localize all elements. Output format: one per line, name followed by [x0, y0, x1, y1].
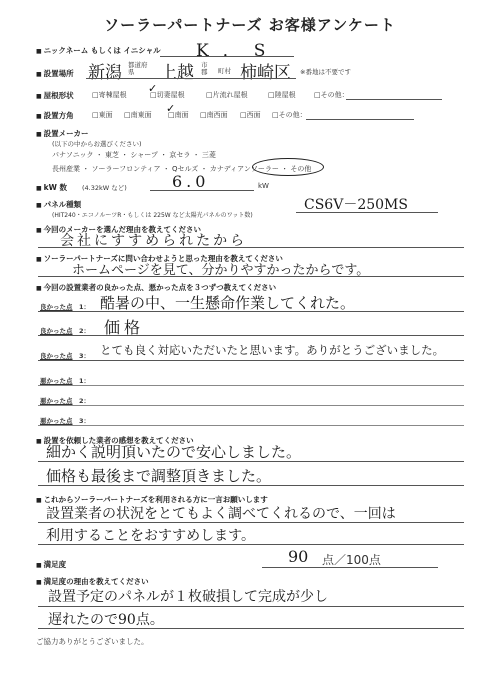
panel-value: CS6V－250MS — [304, 197, 408, 213]
impression-answer-1: 細かく説明頂いたので安心しました。 — [46, 443, 302, 461]
direction-option-south[interactable]: □南面 — [168, 111, 189, 119]
nickname-value: K．S — [196, 41, 280, 61]
location-prefecture: 新潟 — [88, 63, 122, 83]
direction-other-underline — [306, 119, 414, 120]
roof-option-yosemune[interactable]: □寄棟屋根 — [92, 91, 127, 99]
good-num-3: 3： — [79, 352, 91, 360]
good-line-2 — [38, 335, 464, 336]
reason-answer: 会社にすすめられたから — [60, 233, 248, 249]
message-answer-2: 利用することをおすすめします。 — [46, 528, 256, 544]
page-title: ソーラーパートナーズ お客様アンケート — [104, 16, 396, 34]
maker-selected-circle — [252, 158, 324, 176]
location-city: 上越 — [160, 63, 194, 83]
good-line-1 — [38, 311, 464, 312]
bad-num-1: 1： — [79, 377, 91, 385]
good-num-2: 2： — [79, 327, 91, 335]
bad-line-3 — [38, 425, 464, 426]
good-answer-2: 価格 — [104, 318, 145, 337]
nickname-underline — [160, 56, 294, 57]
good-label-1: 良かった点 — [40, 303, 73, 311]
roof-check-mark: ✓ — [148, 82, 158, 95]
direction-option-west[interactable]: □西面 — [240, 111, 261, 119]
message-label: ■ これからソーラーパートナーズを利用される方に一言お願いします — [36, 494, 268, 505]
kw-label: ■ kW 数 — [36, 182, 67, 193]
location-district: 柿崎区 — [240, 63, 291, 83]
satisfaction-underline — [262, 567, 438, 568]
satisfaction-score: 90 — [288, 547, 309, 566]
location-town-unit: 町村 — [218, 67, 231, 75]
reason-label: ■ 今回のメーカーを選んだ理由を教えてください — [36, 224, 201, 235]
message-answer-1: 設置業者の状況をとてもよく調べてくれるので、一回は — [46, 506, 396, 522]
inquiry-line — [38, 276, 464, 277]
kw-value: 6.0 — [172, 172, 210, 191]
inquiry-answer: ホームページを見て、分かりやすかったからです。 — [72, 263, 370, 278]
message-line-1 — [38, 522, 464, 523]
good-num-1: 1： — [79, 303, 91, 311]
good-answer-3: とても良く対応いただいたと思います。ありがとうございました。 — [100, 343, 445, 357]
location-city-unit: 市郡 — [201, 61, 208, 76]
impression-line-1 — [38, 461, 464, 462]
panel-hint: (HIT240・エコノルーツR・もしくは 225W など太陽光パネルのワット数) — [52, 212, 253, 219]
direction-option-other[interactable]: □その他： — [272, 111, 307, 119]
location-label: ■ 設置場所 — [36, 68, 74, 79]
location-note: ※番地は不要です — [300, 68, 351, 76]
direction-label: ■ 設置方角 — [36, 110, 74, 121]
roof-option-katanagare[interactable]: □片流れ屋根 — [206, 91, 248, 99]
maker-row-2: 長州産業 ・ ソーラーフロンティア ・ Qセルズ ・ カナディアンソーラー ・ その他 — [52, 165, 312, 173]
direction-option-east[interactable]: □東面 — [92, 111, 113, 119]
kw-hint: (4.32kW など) — [82, 184, 127, 192]
good-label-3: 良かった点 — [40, 352, 73, 360]
good-bad-label: ■ 今回の設置業者の良かった点、悪かった点を３つずつ教えてください — [36, 282, 276, 293]
satisfaction-label: ■ 満足度 — [36, 559, 66, 570]
roof-label: ■ 屋根形状 — [36, 90, 74, 101]
good-line-3 — [38, 360, 464, 361]
location-pref-unit: 都道府県 — [128, 61, 148, 76]
sat-reason-label: ■ 満足度の理由を教えてください — [36, 576, 149, 587]
kw-underline — [150, 190, 254, 191]
reason-line — [38, 247, 464, 248]
good-answer-1: 酷暑の中、一生懸命作業してくれた。 — [100, 294, 356, 312]
message-line-2 — [38, 544, 464, 545]
bad-label-3: 悪かった点 — [40, 417, 73, 425]
nickname-label: ■ ニックネーム もしくは イニシャル — [36, 45, 161, 56]
bad-num-2: 2： — [79, 397, 91, 405]
panel-underline — [296, 212, 438, 213]
roof-other-underline — [346, 99, 442, 100]
direction-check-mark: ✓ — [166, 102, 176, 115]
impression-line-2 — [38, 485, 464, 486]
maker-label: ■ 設置メーカー — [36, 128, 89, 139]
thanks-text: ご協力ありがとうございました。 — [36, 637, 149, 646]
sat-reason-line-2 — [38, 628, 464, 629]
direction-option-southwest[interactable]: □南西面 — [200, 111, 228, 119]
inquiry-label: ■ ソーラーパートナーズに問い合わせようと思った理由を教えてください — [36, 253, 283, 264]
sat-reason-line-1 — [38, 606, 464, 607]
kw-unit: kW — [258, 182, 269, 190]
location-underline — [86, 78, 296, 79]
direction-option-southeast[interactable]: □南東面 — [124, 111, 152, 119]
bad-label-2: 悪かった点 — [40, 397, 73, 405]
bad-line-1 — [38, 385, 464, 386]
impression-label: ■ 設置を依頼した業者の感想を教えてください — [36, 435, 194, 446]
sat-reason-answer-1: 設置予定のパネルが１枚破損して完成が少し — [48, 589, 328, 605]
maker-row-1: パナソニック ・ 東芝 ・ シャープ ・ 京セラ ・ 三菱 — [52, 151, 216, 159]
roof-option-other[interactable]: □その他： — [314, 91, 349, 99]
good-label-2: 良かった点 — [40, 327, 73, 335]
bad-num-3: 3： — [79, 417, 91, 425]
roof-option-kirizuma[interactable]: □切妻屋根 — [150, 91, 185, 99]
maker-hint: (以下の中からお選びください) — [52, 140, 142, 148]
satisfaction-suffix: 点／100点 — [322, 553, 381, 567]
roof-option-rokuyane[interactable]: □陸屋根 — [268, 91, 296, 99]
impression-answer-2: 価格も最後まで調整頂きました。 — [46, 467, 272, 485]
sat-reason-answer-2: 遅れたので90点。 — [48, 612, 164, 628]
bad-line-2 — [38, 405, 464, 406]
bad-label-1: 悪かった点 — [40, 377, 73, 385]
panel-label: ■ パネル種類 — [36, 199, 81, 210]
